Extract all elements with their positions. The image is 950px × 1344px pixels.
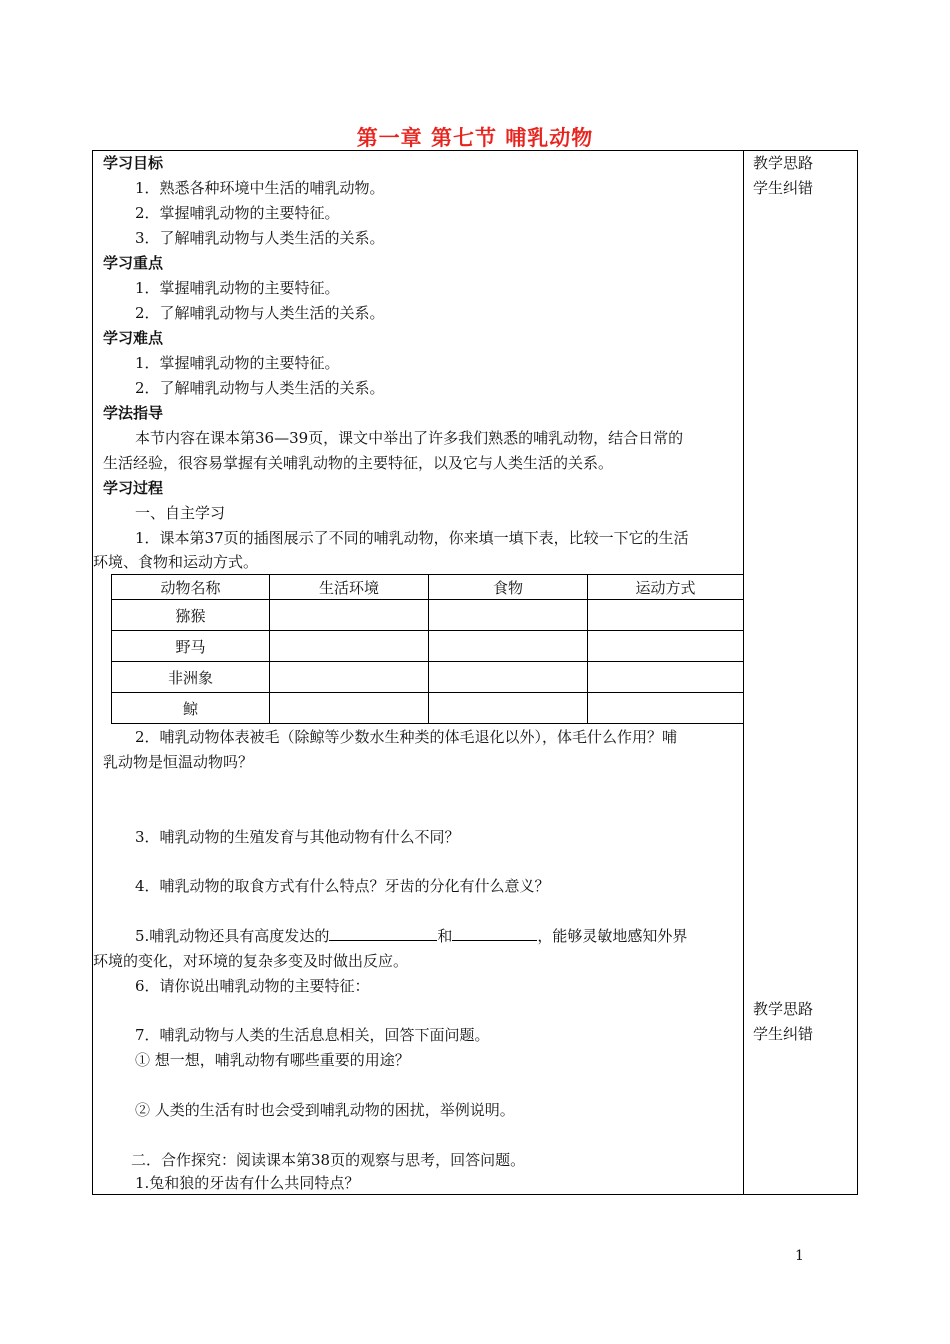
question-6: 6．请你说出哺乳动物的主要特征： (135, 977, 370, 995)
question-1-line: 环境、食物和运动方式。 (93, 553, 259, 571)
objectives-heading: 学习目标 (103, 154, 164, 172)
table-header-cell: 食物 (429, 575, 588, 600)
worksheet-frame (92, 150, 858, 1195)
fill-blank-1[interactable] (329, 924, 437, 941)
question-7: 7．哺乳动物与人类的生活息息相关，回答下面问题。 (135, 1026, 490, 1044)
side-notes-bottom (753, 997, 813, 1047)
question-5-and: 和 (437, 927, 453, 945)
locomotion-cell[interactable] (588, 662, 744, 693)
fill-blank-2[interactable] (452, 924, 537, 941)
animal-name-cell: 猕猴 (112, 600, 270, 631)
objective-item: 1．熟悉各种环境中生活的哺乳动物。 (135, 179, 385, 197)
locomotion-cell[interactable] (588, 693, 744, 724)
question-5-line: 环境的变化，对环境的复杂多变及时做出反应。 (93, 952, 409, 970)
key-point-item: 2．了解哺乳动物与人类生活的关系。 (135, 304, 385, 322)
side-note-correction: 学生纠错 (753, 179, 814, 197)
question-1-line: 1．课本第37页的插图展示了不同的哺乳动物，你来填一填下表，比较一下它的生活 (135, 529, 689, 547)
question-4: 4．哺乳动物的取食方式有什么特点？牙齿的分化有什么意义？ (135, 877, 550, 895)
table-header-row (112, 575, 744, 600)
table-header-cell: 生活环境 (270, 575, 429, 600)
animal-comparison-table (111, 574, 744, 724)
table-row (112, 600, 744, 631)
animal-name-cell: 非洲象 (112, 662, 270, 693)
question-2-line: 乳动物是恒温动物吗？ (103, 753, 254, 771)
difficulty-item: 1．掌握哺乳动物的主要特征。 (135, 354, 340, 372)
objective-item: 3．了解哺乳动物与人类生活的关系。 (135, 229, 385, 247)
locomotion-cell[interactable] (588, 600, 744, 631)
food-cell[interactable] (429, 693, 588, 724)
difficulty-item: 2．了解哺乳动物与人类生活的关系。 (135, 379, 385, 397)
food-cell[interactable] (429, 662, 588, 693)
method-heading: 学法指导 (103, 404, 164, 422)
habitat-cell[interactable] (270, 693, 429, 724)
table-row (112, 662, 744, 693)
page-number: 1 (795, 1248, 804, 1264)
process-heading: 学习过程 (103, 479, 164, 497)
key-point-item: 1．掌握哺乳动物的主要特征。 (135, 279, 340, 297)
question-7-sub-2: ② 人类的生活有时也会受到哺乳动物的困扰，举例说明。 (135, 1101, 515, 1119)
table-header-cell: 运动方式 (588, 575, 744, 600)
page-title: 第一章 第七节 哺乳动物 (356, 126, 594, 150)
question-7-sub-1: ① 想一想，哺乳动物有哪些重要的用途？ (135, 1051, 410, 1069)
table-row (112, 693, 744, 724)
cooperative-inquiry-heading: 二．合作探究：阅读课本第38页的观察与思考，回答问题。 (131, 1151, 526, 1169)
habitat-cell[interactable] (270, 631, 429, 662)
side-note-teaching: 教学思路 (753, 154, 814, 172)
side-note-teaching: 教学思路 (753, 1000, 814, 1018)
food-cell[interactable] (429, 631, 588, 662)
self-study-heading: 一、自主学习 (135, 504, 226, 522)
table-row (112, 631, 744, 662)
objective-item: 2．掌握哺乳动物的主要特征。 (135, 204, 340, 222)
animal-name-cell: 野马 (112, 631, 270, 662)
food-cell[interactable] (429, 600, 588, 631)
habitat-cell[interactable] (270, 600, 429, 631)
animal-name-cell: 鲸 (112, 693, 270, 724)
key-points-heading: 学习重点 (103, 254, 164, 272)
question-3: 3．哺乳动物的生殖发育与其他动物有什么不同？ (135, 828, 460, 846)
habitat-cell[interactable] (270, 662, 429, 693)
question-5-tail: ，能够灵敏地感知外界 (537, 927, 688, 945)
table-header-cell: 动物名称 (112, 575, 270, 600)
question-5-line (135, 924, 687, 949)
side-notes-top (753, 151, 813, 201)
method-paragraph-line: 本节内容在课本第36—39页，课文中举出了许多我们熟悉的哺乳动物，结合日常的 (135, 429, 684, 447)
difficulties-heading: 学习难点 (103, 329, 164, 347)
method-paragraph-line: 生活经验，很容易掌握有关哺乳动物的主要特征，以及它与人类生活的关系。 (103, 454, 614, 472)
question-5-text: 5.哺乳动物还具有高度发达的 (135, 927, 330, 945)
locomotion-cell[interactable] (588, 631, 744, 662)
question-2-line: 2．哺乳动物体表被毛（除鲸等少数水生种类的体毛退化以外），体毛什么作用？哺 (135, 728, 678, 746)
inquiry-question-1: 1.兔和狼的牙齿有什么共同特点？ (135, 1174, 360, 1192)
side-note-correction: 学生纠错 (753, 1025, 814, 1043)
